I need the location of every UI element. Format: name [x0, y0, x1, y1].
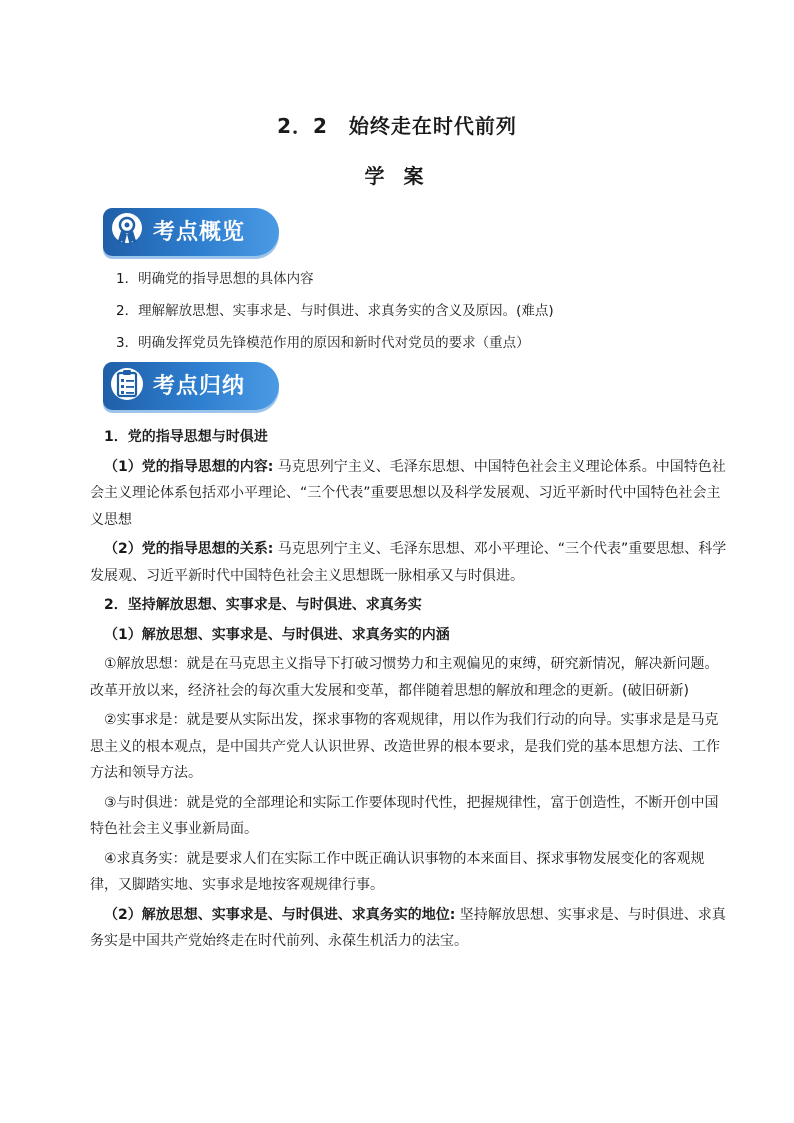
paragraph: ②实事求是：就是要从实际出发，探求事物的客观规律，用以作为我们行动的向导。实事求是是马克思主义的根本观点，是中国共产党人认识世界、改造世界的根本要求，是我们党的基本思想方法、工作方法和领导方法。 — [90, 712, 720, 781]
paragraph-lead: （1）党的指导思想的内容: — [104, 458, 274, 475]
section-banner-overview — [103, 208, 279, 256]
paragraph-text: 马克思列宁主义、毛泽东思想、邓小平理论、“三个代表”重要思想、科学发展观、习近平新时代中国特色社会主义思想既一脉相承又与时俱进。 — [90, 541, 727, 584]
paragraph — [90, 902, 728, 955]
paragraph-text: 马克思列宁主义、毛泽东思想、中国特色社会主义理论体系。中国特色社会主义理论体系包括邓小平理论、“三个代表”重要思想以及科学发展观、习近平新时代中国特色社会主义思想 — [90, 458, 726, 528]
objectives-list — [116, 268, 716, 364]
main-content — [90, 424, 728, 958]
banner-label: 考点概览 — [153, 219, 246, 245]
paragraph-lead: （2）党的指导思想的关系: — [104, 541, 274, 557]
ribbon-award-icon — [107, 210, 147, 254]
list-item: 1．明确党的指导思想的具体内容 — [116, 271, 314, 287]
section-heading: 2．坚持解放思想、实事求是、与时俱进、求真务实 — [104, 597, 422, 613]
paragraph — [90, 536, 728, 589]
page-subtitle: 学 案 — [364, 164, 430, 188]
paragraph: ①解放思想：就是在马克思主义指导下打破习惯势力和主观偏见的束缚，研究新情况，解决新问题。改革开放以来，经济社会的每次重大发展和变革，都伴随着思想的解放和理念的更新。(破旧研新) — [90, 656, 719, 699]
page-title: 2．2 始终走在时代前列 — [277, 114, 517, 138]
section-banner-summary — [103, 362, 279, 410]
banner-label: 考点归纳 — [153, 373, 246, 399]
section-heading: 1．党的指导思想与时俱进 — [104, 429, 268, 445]
checklist-clipboard-icon — [107, 364, 147, 408]
subsection-heading: （1）解放思想、实事求是、与时俱进、求真务实的内涵 — [104, 626, 450, 643]
list-item: 3．明确发挥党员先锋模范作用的原因和新时代对党员的要求（重点） — [116, 335, 530, 351]
paragraph-text: 坚持解放思想、实事求是、与时俱进、求真务实是中国共产党始终走在时代前列、永葆生机活力的法宝。 — [90, 906, 726, 949]
paragraph — [90, 454, 728, 534]
paragraph: ③与时俱进：就是党的全部理论和实际工作要体现时代性，把握规律性，富于创造性，不断开创中国特色社会主义事业新局面。 — [90, 794, 719, 837]
list-item: 2．理解解放思想、实事求是、与时俱进、求真务实的含义及原因。(难点) — [116, 303, 554, 319]
paragraph: ④求真务实：就是要求人们在实际工作中既正确认识事物的本来面目、探求事物发展变化的客观规律，又脚踏实地、实事求是地按客观规律行事。 — [90, 850, 705, 893]
paragraph-lead: （2）解放思想、实事求是、与时俱进、求真务实的地位: — [104, 906, 456, 923]
